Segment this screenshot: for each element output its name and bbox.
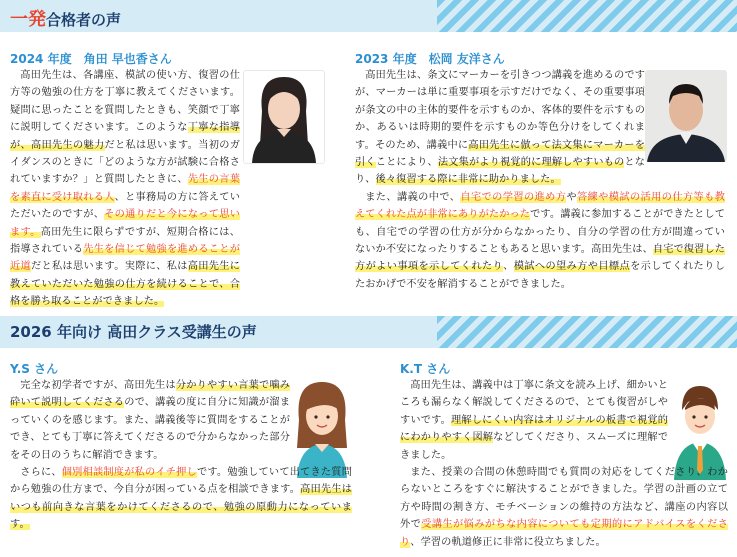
highlighted-text: 自宅での学習の進め方 <box>460 191 567 203</box>
voice1-paragraph <box>10 67 240 311</box>
body-text: です。勉強していて出てきた質問から勉強の仕方まで、今自分が困っている点を相談できます。 <box>10 467 352 496</box>
voice1-header: 2024 年度 角田 早也香さん <box>10 52 172 66</box>
body-text: 高田先生は、条文にマーカーを引きつつ講義を進めるのですが、マーカーは単に重要事項を示すだけでなく、その重要事項が条文の中の主体的要件を示すものか、客体的要件を示すものか、あるいは時期的要件を示すものか等色分けをしてくれます。そのため、講義中に <box>355 70 645 151</box>
body-text: などしてくださり、スムーズに理解できました。 <box>400 432 668 461</box>
section-banner-passers <box>0 0 737 32</box>
highlighted-text: 答練や模試の活用の仕方等も教えてくれた点が非常にありがたかった <box>355 191 726 221</box>
highlighted-text: 丁寧な指導が、高田先生の魅力 <box>10 122 240 151</box>
highlighted-text: 個別相談制度が私のイチ押し <box>61 467 197 479</box>
body-text: さらに、 <box>20 467 62 479</box>
body-text: 、と事務局の方に答えていただいたのですが、 <box>10 191 240 221</box>
banner-title: 2026 年向け 高田クラス受講生の声 <box>10 323 257 341</box>
voice1-body <box>10 67 240 311</box>
highlighted-text: 模試への望み方や目標点 <box>513 261 631 273</box>
body-text: 、 <box>503 261 514 273</box>
voice4-body <box>400 377 728 551</box>
body-text: また、講義の中で、 <box>365 191 461 203</box>
highlighted-text: 受講生が悩みがちな内容についても定期的にアドバイスをくださり <box>400 519 728 548</box>
voice4-header: K.T さん <box>400 362 451 376</box>
highlighted-text: 高田先生はいつも前向きな言葉をかけてくださるので、勉強の原動力になっています。 <box>10 484 353 531</box>
voice1-photo <box>243 70 325 164</box>
body-text: 高田先生に限らずですが、短期合格には、指導されている <box>10 226 240 256</box>
voice4-paragraph-1 <box>400 377 668 464</box>
body-text: だと私は思います。当初のガイダンスのときに「どのような方が試験に合格されていますか？」と質問したときに、 <box>10 139 240 186</box>
body-text: ので、講義の度に自分に知識が溜まっていくのを感じます。また、講義後等に質問をすることができ、とても丁寧に答えてくださるので分からなかった部分をその日のうちに解消できます。 <box>10 397 290 461</box>
highlighted-text: 高田先生に倣って法文集にマーカーを引く <box>355 139 645 169</box>
voice2-header: 2023 年度 松岡 友洋さん <box>355 52 505 66</box>
voice3-body <box>10 377 352 534</box>
voice3-paragraph-1 <box>10 377 290 464</box>
highlighted-text: 理解しにくい内容はオリジナルの板書で視覚的にわかりやすく図解 <box>400 414 669 444</box>
body-text: 高田先生は、各講座、模試の使い方、復習の仕方等の勉強の仕方を丁寧に教えてくださいます。疑問に思ったことを質問したときも、笑顔で丁寧に説明してくださいます。このような <box>10 70 240 134</box>
section-banner-students <box>0 316 737 348</box>
highlighted-text: 先生の言葉を素直に受け取れる人 <box>10 174 240 203</box>
highlighted-text: 法文集がより視覚的に理解しやすいもの <box>437 157 625 169</box>
body-text: を示してくれたりしたおかげで不安を解消することができました。 <box>355 261 725 290</box>
voice3-paragraph-2 <box>10 464 352 534</box>
body-text: ことにより、 <box>375 157 438 169</box>
body-text: 完全な初学者ですが、高田先生は <box>20 380 176 391</box>
body-text: だと私は思います。実際に、私は <box>31 261 188 273</box>
highlighted-text: 後々復習する際に非常に助かりました。 <box>375 174 561 186</box>
body-text: や <box>566 191 577 203</box>
banner-title: 一発合格者の声 <box>10 9 122 30</box>
body-text: です。講義に参加することができたとしても、自宅での学習の仕方が分からなかったり、自分の学習の仕方が間違っていないか不安になったりすることもあると思います。高田先生は、 <box>355 209 725 256</box>
highlighted-text: 分かりやすい言葉で噛み砕いて説明してくださる <box>10 380 290 409</box>
voice4-paragraph-2 <box>400 464 728 551</box>
highlighted-text: その通りだと今になって思います。 <box>10 209 240 238</box>
highlighted-text: 高田先生に教えていただいた勉強の仕方を続けることで、合格を勝ち取ることができました。 <box>10 261 241 308</box>
body-text: 高田先生は、講義中は丁寧に条文を読み上げ、細かいところも漏らなく解説してくださるので、とても復習がしやすいです。 <box>400 380 668 426</box>
highlighted-text: 先生を信じて勉強を進めることが近道 <box>10 244 241 273</box>
banner-stripes <box>437 316 737 348</box>
body-text: また、授業の合間の休憩時間でも質問の対応をしてくださり、わからないところをすぐに解決することができました。学習の計画の立て方や時間の割き方、モチベーションの維持の方法など、講座の内容以外で <box>400 467 728 531</box>
body-text: となり、 <box>355 157 645 186</box>
highlighted-text: 自宅で復習した方がよい事項を示してくれたり <box>355 244 725 273</box>
voice2-body <box>355 67 725 293</box>
voice2-paragraph-1 <box>355 67 645 189</box>
body-text: 、学習の軌道修正に非常に役立ちました。 <box>410 536 606 548</box>
banner-stripes <box>437 0 737 32</box>
voice2-paragraph-2 <box>355 189 725 293</box>
voice3-header: Y.S さん <box>10 362 59 376</box>
